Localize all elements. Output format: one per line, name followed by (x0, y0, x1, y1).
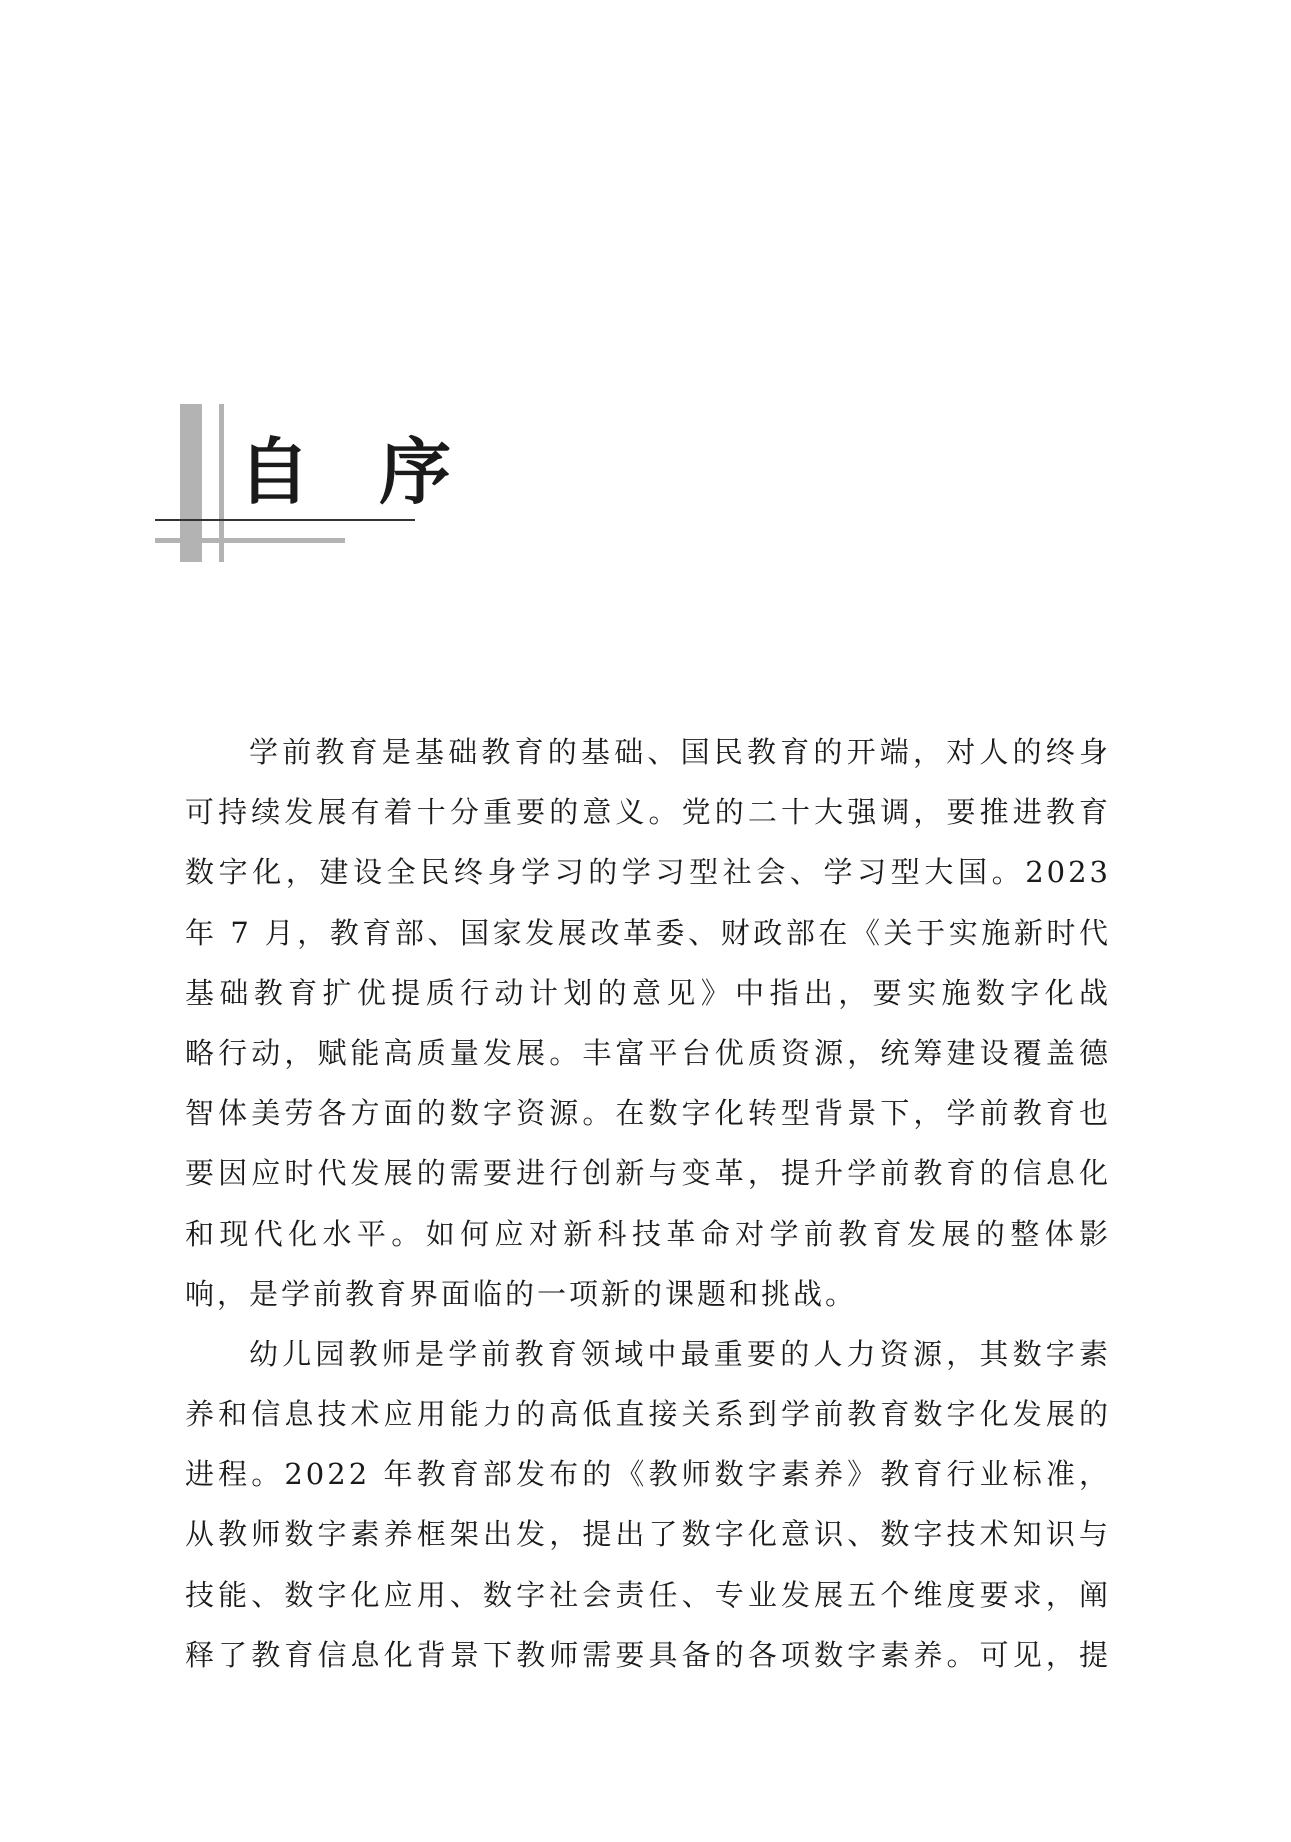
text-line: 年 7 月，教育部、国家发展改革委、财政部在《关于实施新时代 (185, 915, 1111, 950)
chapter-title: 自 序 (238, 429, 474, 514)
text-line: 响，是学前教育界面临的一项新的课题和挑战。 (185, 1276, 858, 1311)
text-line: 智体美劳各方面的数字资源。在数字化转型背景下，学前教育也 (185, 1096, 1111, 1131)
paragraph-2 (185, 1324, 1111, 1685)
text-line: 要因应时代发展的需要进行创新与变革，提升学前教育的信息化 (185, 1156, 1111, 1191)
text-line: 技能、数字化应用、数字社会责任、专业发展五个维度要求，阐 (185, 1577, 1111, 1612)
text-line: 幼儿园教师是学前教育领域中最重要的人力资源，其数字素 (249, 1336, 1111, 1371)
text-line: 释了教育信息化背景下教师需要具备的各项数字素养。可见，提 (185, 1637, 1111, 1672)
text-line: 养和信息技术应用能力的高低直接关系到学前教育数字化发展的 (185, 1397, 1111, 1432)
heading-underline-dark (155, 519, 415, 521)
body-text (185, 722, 1111, 1685)
text-line: 基础教育扩优提质行动计划的意见》中指出，要实施数字化战 (185, 975, 1111, 1010)
text-line: 学前教育是基础教育的基础、国民教育的开端，对人的终身 (249, 735, 1111, 769)
text-line: 数字化，建设全民终身学习的学习型社会、学习型大国。2023 (185, 855, 1111, 890)
paragraph-1 (185, 722, 1111, 1324)
text-line: 从教师数字素养框架出发，提出了数字化意识、数字技术知识与 (185, 1517, 1111, 1552)
chapter-heading-decoration (0, 0, 1291, 600)
text-line: 进程。2022 年教育部发布的《教师数字素养》教育行业标准， (185, 1457, 1111, 1492)
text-line: 略行动，赋能高质量发展。丰富平台优质资源，统筹建设覆盖德 (185, 1035, 1111, 1070)
text-line: 可持续发展有着十分重要的意义。党的二十大强调，要推进教育 (185, 795, 1111, 830)
heading-underline-gray (155, 538, 345, 543)
text-line: 和现代化水平。如何应对新科技革命对学前教育发展的整体影 (185, 1216, 1111, 1251)
